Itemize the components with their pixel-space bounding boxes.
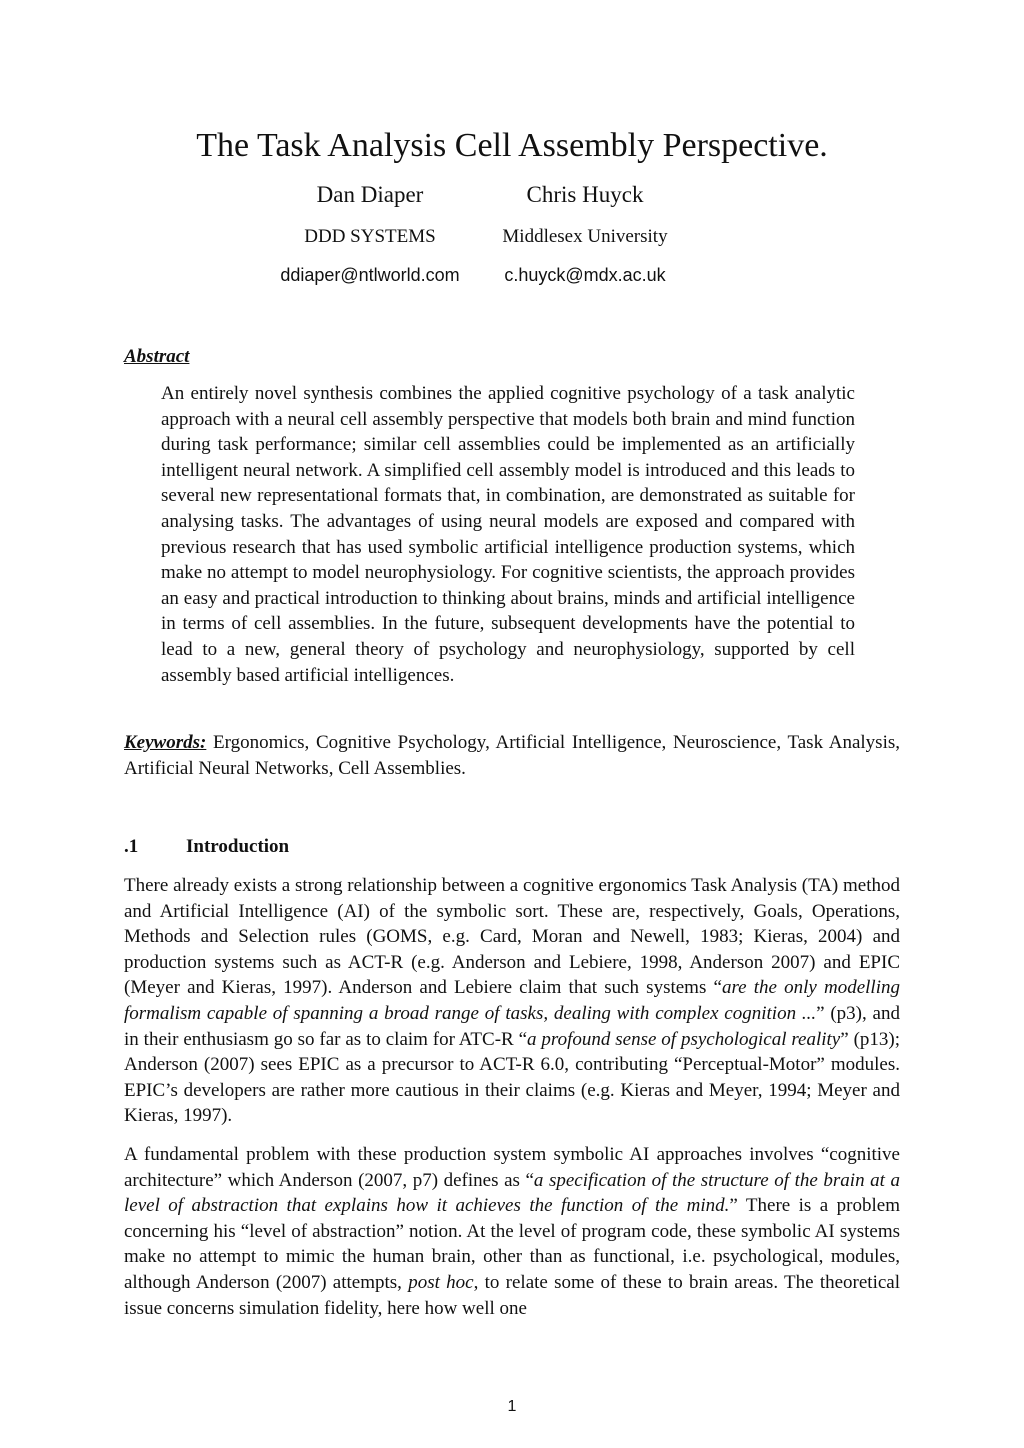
p1-quote-1: are the only modelling formalism capable of spanning a broad range of tasks, dealing with complex cognition ... (124, 977, 900, 1024)
p2-text-3: , to relate some of these to brain areas. The theoretical issue concerns simulation fidelity, here how well one (124, 1271, 900, 1319)
abstract-heading: Abstract (124, 346, 190, 367)
p1-text-3: ” (p13); Anderson (2007) sees EPIC as a precursor to ACT-R 6.0, contributing “Perceptual-Motor” modules. EPIC’s developers are rather more cautious in their claims (e.g. Kieras and Meyer, 1994; Meyer and Kieras, 1997). (124, 1028, 900, 1127)
author-email-1: ddiaper@ntlworld.com (280, 265, 460, 285)
p1-text-2: ” (p3), and in their enthusiasm go so far as to claim for ATC-R “ (124, 1002, 900, 1050)
section-heading (124, 834, 289, 860)
section-title: Introduction (186, 836, 290, 857)
p2-text-1: A fundamental problem with these production system symbolic AI approaches involves “cognitive architecture” which Anderson (2007, p7) defines as “ (124, 1144, 900, 1191)
author-email-2: c.huyck@mdx.ac.uk (504, 265, 666, 285)
section-number: .1 (124, 836, 139, 857)
author-affiliation-2: Middlesex University (502, 226, 668, 247)
paper-title: The Task Analysis Cell Assembly Perspective. (196, 127, 828, 164)
author-name-2: Chris Huyck (526, 182, 644, 207)
p2-quote-1: a specification of the structure of the brain at a level of abstraction that explains how it achieves the function of the mind. (124, 1169, 900, 1217)
abstract-text: An entirely novel synthesis combines the applied cognitive psychology of a task analytic approach with a neural cell assembly perspective that models both brain and mind function during task performance; similar cell assemblies could be implemented as an artificially intelligent neural network. A simplified cell assembly model is introduced and this leads to several new representational formats that, in combination, are demonstrated as suitable for analysing tasks. The advantages of using neural models are exposed and compared with previous research that has used symbolic artificial intelligence production systems, which make no attempt to model neurophysiology. For cognitive scientists, the approach provides an easy and practical introduction to thinking about brains, minds and artificial intelligence in terms of cell assemblies. In the future, subsequent developments have the potential to lead to a new, general theory of psychology and neurophysiology, supported by cell assembly based artificial intelligences. (161, 383, 855, 686)
p1-quote-2: a profound sense of psychological reality (527, 1028, 841, 1050)
author-affiliation-1: DDD SYSTEMS (304, 226, 436, 247)
keywords-text: Ergonomics, Cognitive Psychology, Artificial Intelligence, Neuroscience, Task Analysis, Artificial Neural Networks, Cell Assemblies. (124, 732, 900, 779)
page-number: 1 (507, 1398, 517, 1415)
intro-paragraph-1 (124, 873, 900, 1129)
keywords-block (124, 730, 900, 781)
keywords-label: Keywords: (124, 732, 207, 753)
author-name-1: Dan Diaper (316, 182, 424, 207)
intro-paragraph-2 (124, 1142, 900, 1321)
p2-italic-term: post hoc (408, 1271, 474, 1293)
p2-text-2: ” There is a problem concerning his “level of abstraction” notion. At the level of program code, these symbolic AI systems make no attempt to mimic the human brain, other than as functional, i.e. psychological, modules, although Anderson (2007) attempts, (124, 1195, 900, 1293)
p1-text-1: There already exists a strong relationship between a cognitive ergonomics Task Analysis (TA) method and Artificial Intelligence (AI) of the symbolic sort. These are, respectively, Goals, Operations, Methods and Selection rules (GOMS, e.g. Card, Moran and Newell, 1983; Kieras, 2004) and production systems such as ACT-R (e.g. Anderson and Lebiere, 1998, Anderson 2007) and EPIC (Meyer and Kieras, 1997). Anderson and Lebiere claim that such systems “ (124, 875, 900, 999)
